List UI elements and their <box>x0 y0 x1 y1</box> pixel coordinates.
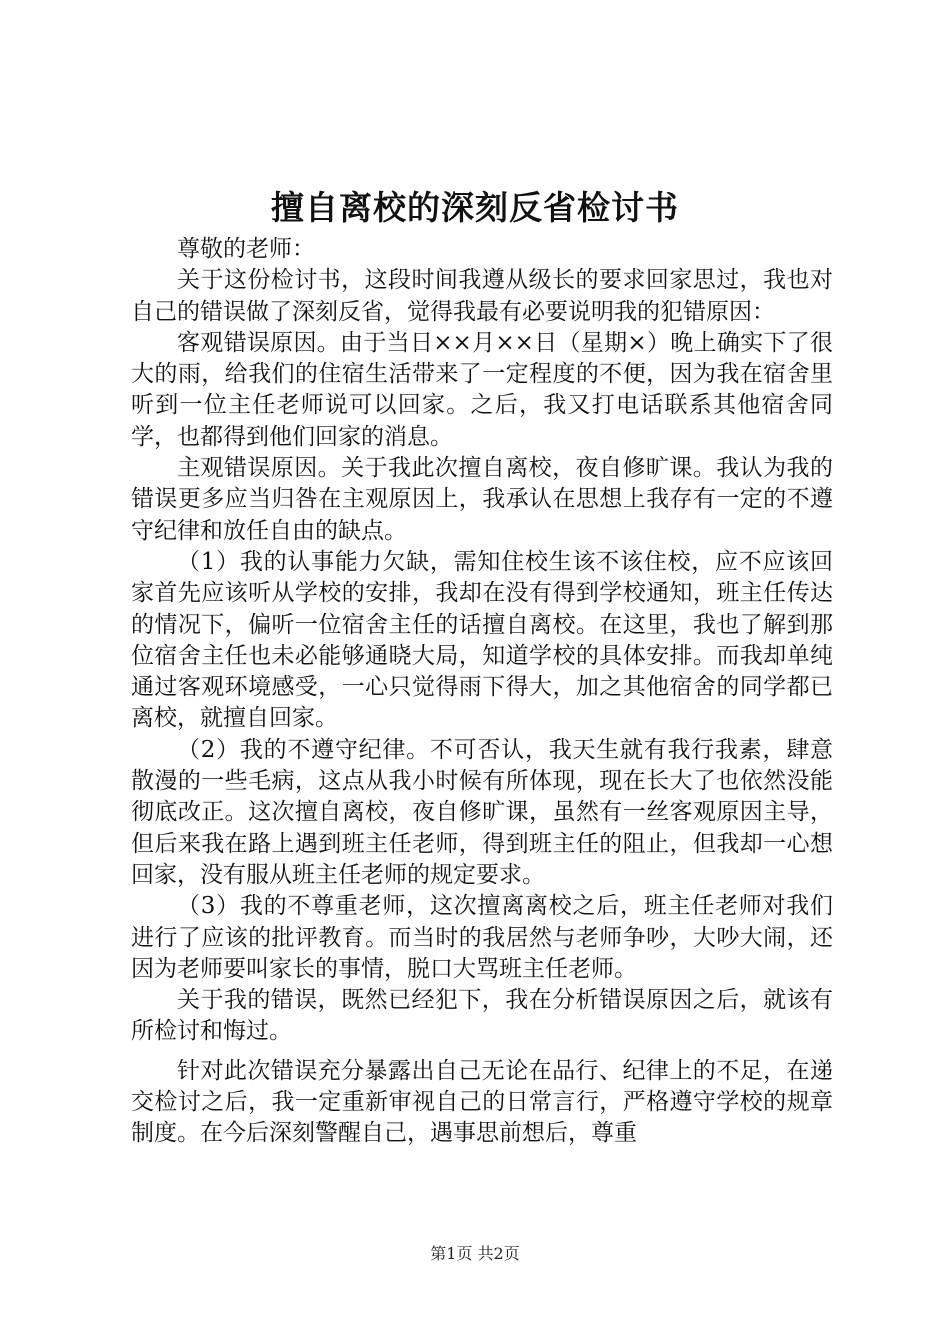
paragraph-point-3: （3）我的不尊重老师，这次擅离离校之后，班主任老师对我们进行了应该的批评教育。而当时的我居然与老师争吵，大吵大闹，还因为老师要叫家长的事情，脱口大骂班主任老师。 <box>131 893 833 982</box>
paragraph-commitment: 针对此次错误充分暴露出自己无论在品行、纪律上的不足，在递交检讨之后，我一定重新审视自己的日常言行，严格遵守学校的规章制度。在今后深刻警醒自己，遇事思前想后，尊重 <box>131 1057 833 1147</box>
paragraph-point-1: （1）我的认事能力欠缺，需知住校生该不该住校，应不应该回家首先应该听从学校的安排，我却在没有得到学校通知，班主任传达的情况下，偏听一位宿舍主任的话擅自离校。在这里，我也了解到那位宿舍主任也未必能够通晓大局，知道学校的具体安排。而我却单纯通过客观环境感受，一心只觉得雨下得大，加之其他宿舍的同学都已离校，就擅自回家。 <box>131 548 833 732</box>
document-title: 擅自离校的深刻反省检讨书 <box>271 188 679 227</box>
paragraph-reflection: 关于我的错误，既然已经犯下，我在分析错误原因之后，就该有所检讨和悔过。 <box>131 987 833 1045</box>
page-footer: 第1页 共2页 <box>430 1244 520 1263</box>
paragraph-point-2: （2）我的不遵守纪律。不可否认，我天生就有我行我素，肆意散漫的一些毛病，这点从我小时候有所体现，现在长大了也依然没能彻底改正。这次擅自离校，夜自修旷课，虽然有一丝客观原因主导，但后来我在路上遇到班主任老师，得到班主任的阻止，但我却一心想回家，没有服从班主任老师的规定要求。 <box>131 736 833 888</box>
document-body <box>131 234 833 1150</box>
paragraph-subjective-reason: 主观错误原因。关于我此次擅自离校，夜自修旷课。我认为我的错误更多应当归咎在主观原因上，我承认在思想上我存有一定的不遵守纪律和放任自由的缺点。 <box>131 455 833 544</box>
greeting-line: 尊敬的老师： <box>177 236 315 262</box>
paragraph-objective-reason: 客观错误原因。由于当日××月××日（星期×）晚上确实下了很大的雨，给我们的住宿生活带来了一定程度的不便，因为我在宿舍里听到一位主任老师说可以回家。之后，我又打电话联系其他宿舍同学，也都得到他们回家的消息。 <box>131 329 833 450</box>
paragraph-intro: 关于这份检讨书，这段时间我遵从级长的要求回家思过，我也对自己的错误做了深刻反省，觉得我最有必要说明我的犯错原因： <box>131 267 833 325</box>
